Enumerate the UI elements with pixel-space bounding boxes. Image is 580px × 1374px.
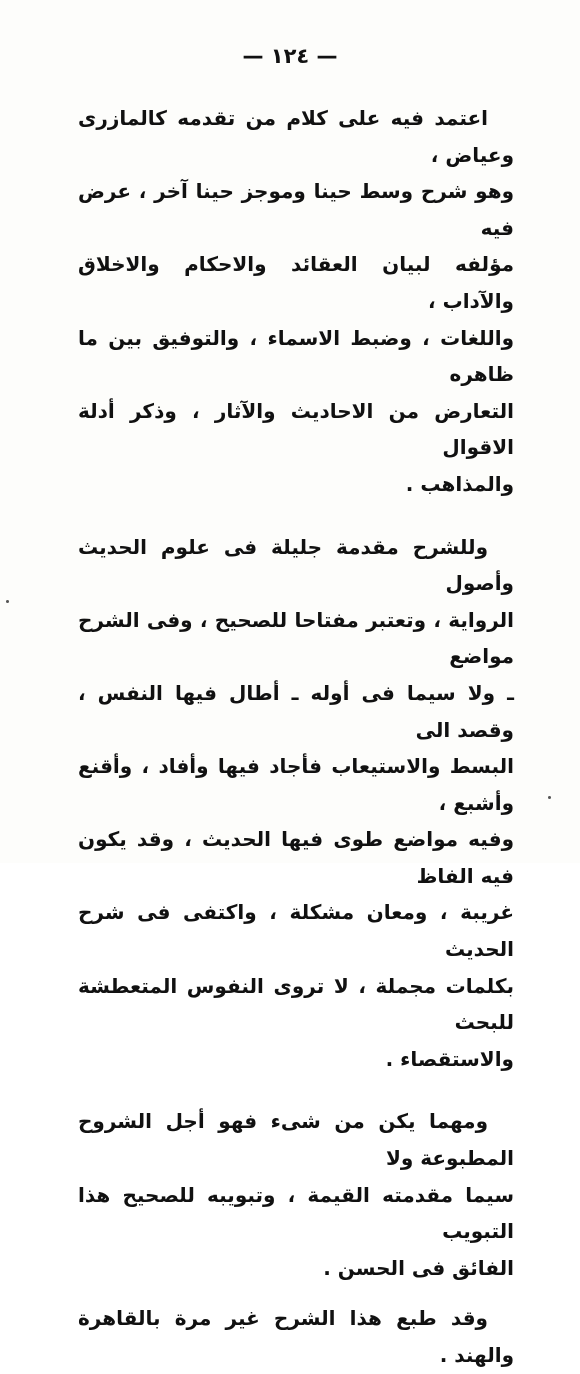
text-line: الفائق فى الحسن . [323, 1255, 514, 1280]
paragraph-1 [78, 100, 514, 503]
text-line: سيما مقدمته القيمة ، وتبويبه للصحيح هذا التبويب [78, 1182, 514, 1244]
page-number: — ١٢٤ — [242, 44, 338, 68]
paragraph-gap [78, 1077, 514, 1103]
paragraph-gap [78, 503, 514, 529]
text-line: مؤلفه لبيان العقائد والاحكام والاخلاق والآداب ، [78, 252, 514, 313]
paragraph-gap [78, 1286, 514, 1300]
text-line: ومهما يكن من شىء فهو أجل الشروح المطبوعة ولا [78, 1109, 514, 1171]
text-line: البسط والاستيعاب فأجاد فيها وأفاد ، وأقنع وأشبع ، [78, 754, 514, 815]
text-line: والمذاهب . [405, 471, 514, 496]
text-line: واللغات ، وضبط الاسماء ، والتوفيق بين ما ظاهره [78, 325, 514, 387]
text-line: وهو شرح وسط حينا وموجز حينا آخر ، عرض فيه [78, 179, 514, 240]
text-line: بكلمات مجملة ، لا تروى النفوس المتعطشة للبحث [78, 973, 514, 1035]
paragraph-3 [78, 1103, 514, 1286]
text-line: الرواية ، وتعتبر مفتاحا للصحيح ، وفى الشرح مواضع [78, 607, 514, 669]
margin-speck [548, 796, 551, 799]
paragraph-4 [78, 1300, 514, 1373]
text-line: وفيه مواضع طوى فيها الحديث ، وقد يكون فيه الفاظ [78, 827, 514, 888]
text-line: ـ ولا سيما فى أوله ـ أطال فيها النفس ، وقصد الى [78, 680, 514, 742]
text-line: اعتمد فيه على كلام من تقدمه كالمازرى وعياض ، [78, 106, 514, 167]
text-line: التعارض من الاحاديث والآثار ، وذكر أدلة الاقوال [78, 398, 514, 460]
margin-speck [6, 600, 9, 603]
text-line: وللشرح مقدمة جليلة فى علوم الحديث وأصول [78, 534, 514, 596]
body-text [78, 100, 514, 1374]
paragraph-2 [78, 529, 514, 1078]
text-line: وقد طبع هذا الشرح غير مرة بالقاهرة والهند . [78, 1306, 514, 1367]
text-line: غريبة ، ومعان مشكلة ، واكتفى فى شرح الحديث [78, 900, 514, 962]
text-line: والاستقصاء . [385, 1046, 514, 1071]
